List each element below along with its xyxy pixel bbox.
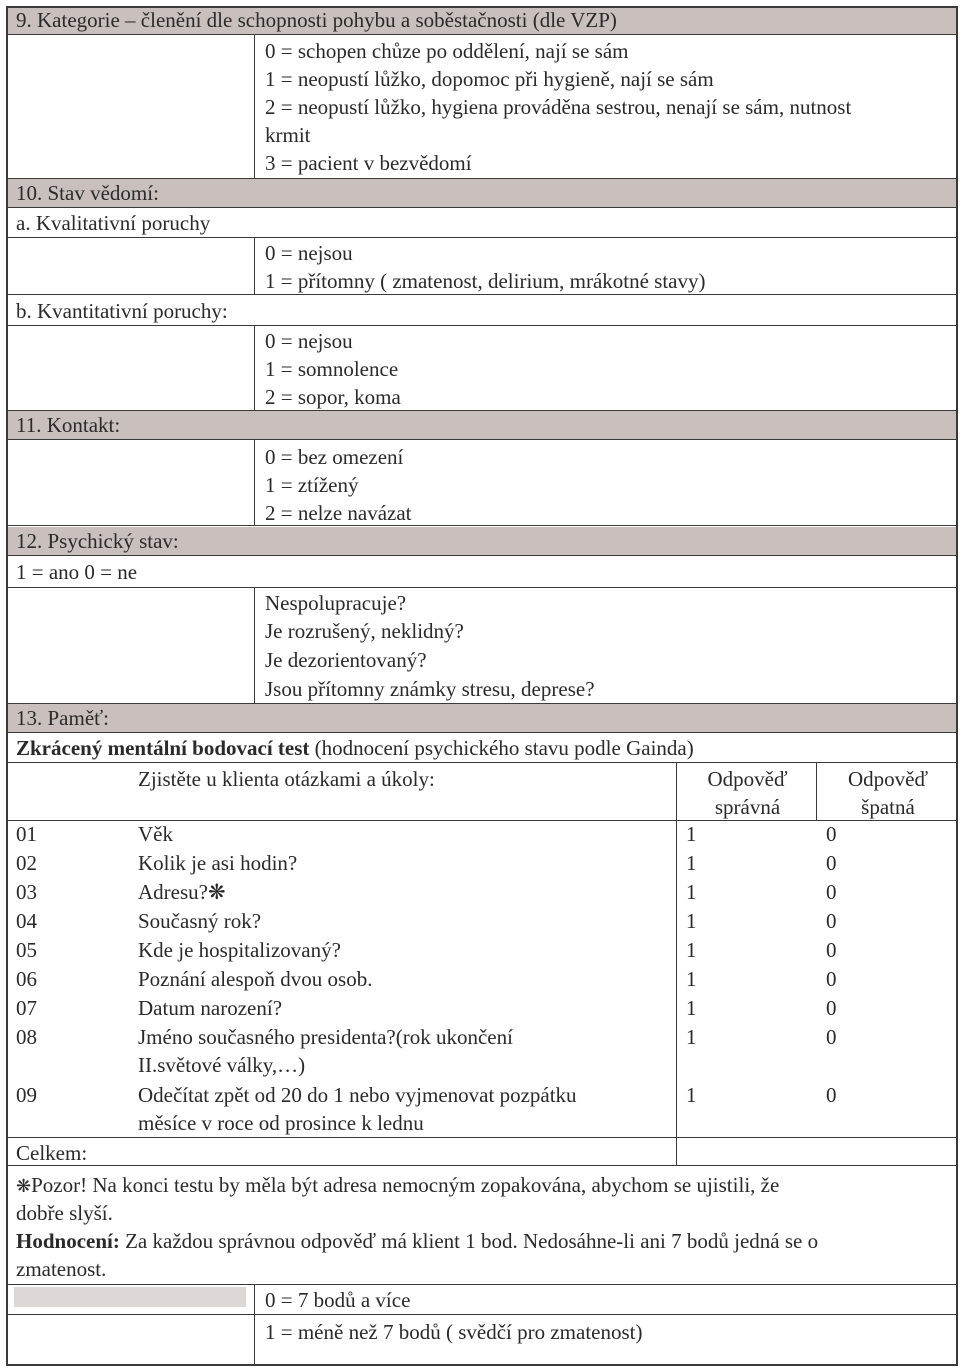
- section-12-question: Nespolupracuje?: [265, 591, 407, 615]
- row-question: Jméno současného presidenta?(rok ukončení: [138, 1025, 513, 1049]
- table-border: [6, 294, 958, 295]
- note-line-2: dobře slyší.: [16, 1201, 113, 1225]
- row-correct-score: 1: [686, 1025, 697, 1049]
- col-header-wrong: [818, 765, 958, 821]
- row-question: II.světové války,…): [138, 1053, 306, 1077]
- table-border: [6, 587, 958, 588]
- row-number: 06: [16, 967, 37, 991]
- table-border: [6, 6, 958, 8]
- section-9-option: 0 = schopen chůze po oddělení, nají se sám: [265, 39, 629, 63]
- col-header-correct-line: správná: [714, 795, 781, 819]
- row-wrong-score: 0: [826, 996, 837, 1020]
- section-12-question: Je dezorientovaný?: [265, 648, 427, 672]
- result-option: 0 = 7 bodů a více: [265, 1288, 411, 1312]
- section-13-title: 13. Paměť:: [16, 706, 109, 730]
- section-9-title: 9. Kategorie – členění dle schopnosti pohybu a soběstačnosti (dle VZP): [16, 8, 617, 32]
- row-number: 01: [16, 822, 37, 846]
- row-number: 03: [16, 880, 37, 904]
- section-10a-option: 0 = nejsou: [265, 241, 353, 265]
- section-11-option: 2 = nelze navázat: [265, 501, 412, 525]
- row-correct-score: 1: [686, 880, 697, 904]
- row-correct-score: 1: [686, 822, 697, 846]
- row-question: Kolik je asi hodin?: [138, 851, 298, 875]
- table-border: [6, 178, 958, 179]
- test-subtitle: (hodnocení psychického stavu podle Gainda): [309, 736, 694, 760]
- table-border: [254, 325, 255, 410]
- row-question: Datum narození?: [138, 996, 283, 1020]
- table-border: [816, 762, 817, 820]
- table-border: [6, 1165, 958, 1166]
- table-border: [254, 34, 255, 178]
- table-border: [6, 820, 958, 821]
- row-number: 09: [16, 1083, 37, 1107]
- section-11-option: 1 = ztížený: [265, 473, 359, 497]
- row-correct-score: 1: [686, 967, 697, 991]
- note-text: Pozor! Na konci testu by měla být adresa nemocným zopakována, abychom se ujistili, že: [31, 1173, 780, 1197]
- section-10b-label: b. Kvantitativní poruchy:: [16, 299, 228, 323]
- table-border: [6, 207, 958, 208]
- table-border: [676, 1137, 677, 1165]
- row-wrong-score: 0: [826, 822, 837, 846]
- result-option: 1 = méně než 7 bodů ( svědčí pro zmatenost): [265, 1320, 643, 1344]
- section-10a-option: 1 = přítomny ( zmatenost, delirium, mrákotné stavy): [265, 269, 706, 293]
- row-correct-score: 1: [686, 938, 697, 962]
- test-title: Zkrácený mentální bodovací test: [16, 736, 310, 760]
- row-number: 07: [16, 996, 37, 1020]
- row-number: 08: [16, 1025, 37, 1049]
- row-question: Kde je hospitalizovaný?: [138, 938, 341, 962]
- row-question: Adresu?❋: [138, 880, 226, 904]
- table-border: [6, 732, 958, 733]
- row-question: Poznání alespoň dvou osob.: [138, 967, 373, 991]
- test-heading: [16, 734, 694, 762]
- table-border: [6, 237, 958, 238]
- evaluation-line: [16, 1227, 818, 1255]
- row-number: 02: [16, 851, 37, 875]
- row-wrong-score: 0: [826, 880, 837, 904]
- result-shaded-cell: [14, 1287, 246, 1307]
- table-border: [6, 34, 958, 35]
- row-correct-score: 1: [686, 1083, 697, 1107]
- section-12-question: Jsou přítomny známky stresu, deprese?: [265, 677, 595, 701]
- col-header-question: Zjistěte u klienta otázkami a úkoly:: [138, 767, 435, 791]
- table-border: [6, 1314, 958, 1315]
- row-wrong-score: 0: [826, 1083, 837, 1107]
- table-border: [6, 439, 958, 440]
- table-border: [6, 325, 958, 326]
- section-9-option: 1 = neopustí lůžko, dopomoc při hygieně, nají se sám: [265, 67, 714, 91]
- section-10b-option: 1 = somnolence: [265, 357, 399, 381]
- row-number: 05: [16, 938, 37, 962]
- table-border: [6, 1137, 958, 1138]
- table-border: [254, 439, 255, 525]
- row-question: Odečítat zpět od 20 do 1 nebo vyjmenovat pozpátku: [138, 1083, 577, 1107]
- table-border: [6, 6, 8, 1366]
- section-12-scale: 1 = ano 0 = ne: [16, 560, 138, 584]
- section-12-title: 12. Psychický stav:: [16, 529, 179, 553]
- table-border: [676, 762, 677, 1165]
- note-line: [16, 1171, 779, 1201]
- row-correct-score: 1: [686, 996, 697, 1020]
- row-question: Věk: [138, 822, 173, 846]
- section-10-title: 10. Stav vědomí:: [16, 181, 159, 205]
- table-border: [6, 1284, 958, 1285]
- row-wrong-score: 0: [826, 851, 837, 875]
- table-border: [254, 1284, 255, 1366]
- row-wrong-score: 0: [826, 909, 837, 933]
- evaluation-text: Za každou správnou odpověď má klient 1 bod. Nedosáhne-li ani 7 bodů jedná se o: [119, 1229, 819, 1253]
- row-wrong-score: 0: [826, 1025, 837, 1049]
- section-9-option: 3 = pacient v bezvědomí: [265, 151, 472, 175]
- table-border: [956, 6, 958, 1366]
- section-11-title: 11. Kontakt:: [16, 413, 121, 437]
- total-label: Celkem:: [16, 1141, 88, 1165]
- section-9-option: 2 = neopustí lůžko, hygiena prováděna sestrou, nenají se sám, nutnost: [265, 95, 852, 119]
- table-border: [254, 587, 255, 703]
- section-13-header: [6, 704, 958, 732]
- section-10a-label: a. Kvalitativní poruchy: [16, 211, 211, 235]
- section-10b-option: 2 = sopor, koma: [265, 385, 401, 409]
- row-correct-score: 1: [686, 851, 697, 875]
- row-correct-score: 1: [686, 909, 697, 933]
- row-wrong-score: 0: [826, 967, 837, 991]
- section-12-question: Je rozrušený, neklidný?: [265, 619, 464, 643]
- section-10b-option: 0 = nejsou: [265, 329, 353, 353]
- section-11-header: [6, 411, 958, 439]
- table-border: [254, 237, 255, 294]
- col-header-correct: [679, 765, 816, 821]
- col-header-wrong-line: špatná: [861, 795, 915, 819]
- evaluation-line-2: zmatenost.: [16, 1257, 107, 1281]
- asterisk-icon: ❋: [16, 1176, 32, 1197]
- row-number: 04: [16, 909, 37, 933]
- col-header-wrong-line: Odpověď: [847, 767, 929, 791]
- table-border: [6, 410, 958, 411]
- table-border: [6, 525, 958, 526]
- row-question: Současný rok?: [138, 909, 262, 933]
- row-question: měsíce v roce od prosince k lednu: [138, 1111, 424, 1135]
- col-header-correct-line: Odpověď: [707, 767, 788, 791]
- section-9-option: krmit: [265, 123, 311, 147]
- section-11-option: 0 = bez omezení: [265, 445, 404, 469]
- table-border: [6, 703, 958, 704]
- evaluation-label: Hodnocení:: [16, 1229, 120, 1253]
- row-wrong-score: 0: [826, 938, 837, 962]
- table-border: [6, 1364, 958, 1366]
- table-border: [6, 555, 958, 556]
